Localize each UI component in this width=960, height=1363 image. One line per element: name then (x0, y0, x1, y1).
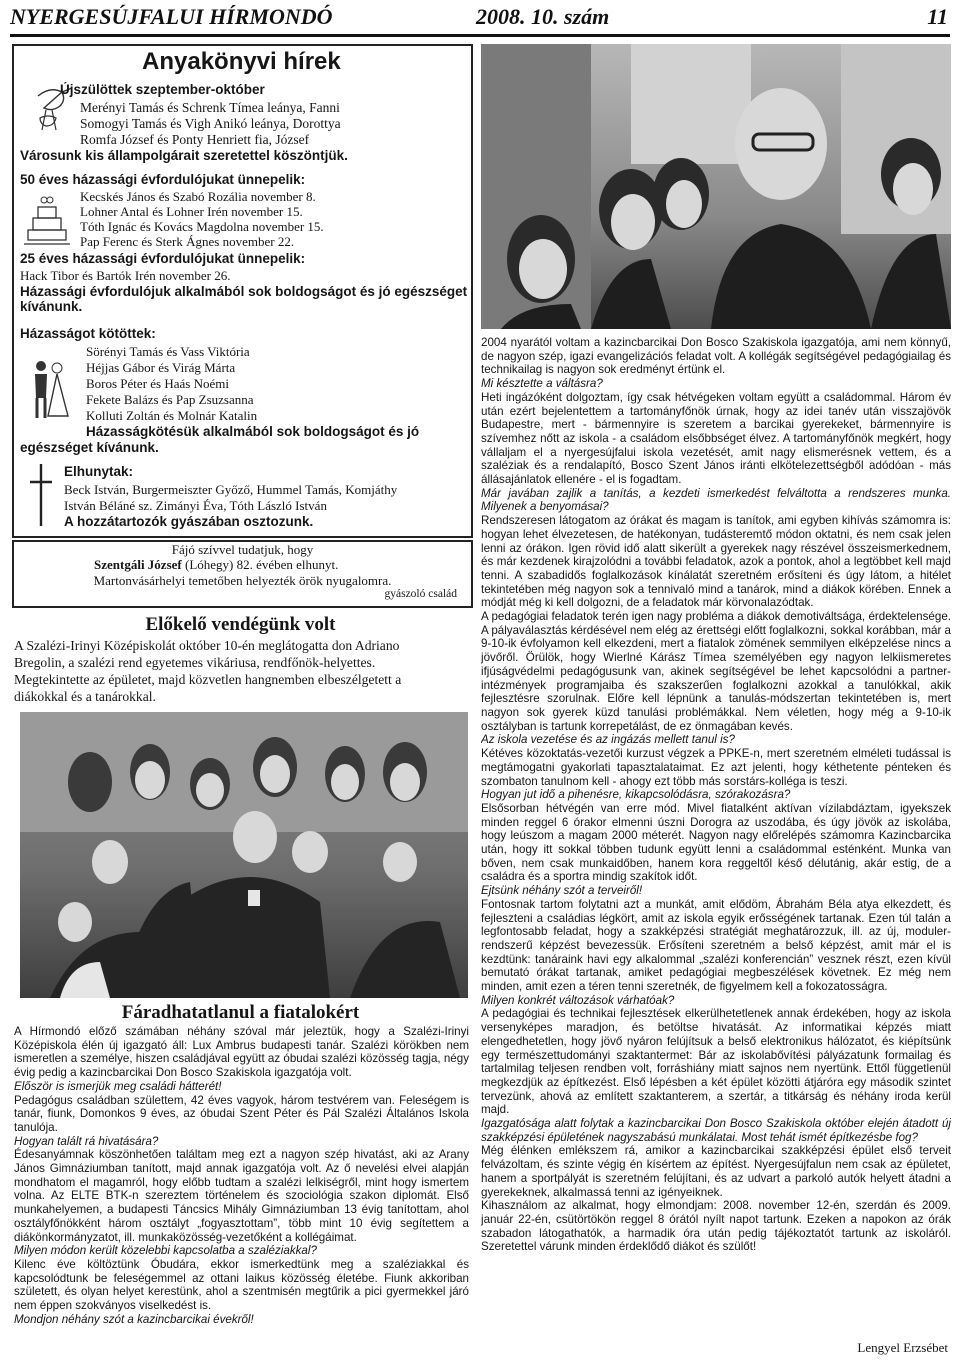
article-right-column (481, 336, 951, 1336)
interview-question: Mondjon néhány szót a kazincbarcikai évekről! (14, 1312, 254, 1326)
anniversary-wish: Házassági évfordulójuk alkalmából sok boldogságot és jó egészséget (20, 284, 468, 299)
obituary-box (12, 540, 473, 608)
obituary-detail: (Lóhegy) 82. évében elhunyt. (184, 557, 339, 572)
married-wish: Házasságkötésük alkalmából sok boldogságot és jó (86, 424, 420, 439)
interview-question: Először is ismerjük meg családi hátterét! (14, 1079, 222, 1093)
interview-paragraph: A pedagógiai és technikai fejlesztések elkerülhetetlenek annak érdekében, hogy az iskola versenyképes maradjon, és betöltse hivatását. Az informatikai képzés miatt elengedhetetlen, hogy jövő nyáron felújítsuk a belső elektronikus hálózatot, és kiépítsünk egy természettudományi szaktantermet: Bár az iskolabővítési pályázatunk formailag és tartalmilag teljesen rendben volt, forráshiány miatt sajnos nem nyertünk. Ettől függetlenül megkezdjük az építkezést. Első lépésben a két épület közötti átjáróra egy második szintet tervezünk, ahová az említett szaktanterem, a szertár, a titkárság és néhány iroda kerül majd. (481, 1007, 951, 1117)
list-item: Sörényi Tamás és Vass Viktória (86, 344, 250, 359)
guest-line: Megtekintette az épületet, majd közvetlen hangnemben elbeszélgetett a (14, 672, 402, 687)
page-header (10, 4, 950, 37)
list-item: Hack Tibor és Bartók Irén november 26. (20, 268, 231, 283)
interview-paragraph: Kihasználom az alkalmat, hogy elmondjam: 2008. november 12-én, szerdán és 2009. január 22-én, csütörtökön reggel 8 órától nyílt napot tartunk. Ezeken a napokon az órák szabadon látogathatók, a harmadik óra után pedig tájékoztatót tartunk az iskoláról. Szeretettel várunk minden érdeklődő diákot és szülőt! (481, 1199, 951, 1254)
interview-question: Ejtsünk néhány szót a terveiről! (481, 884, 643, 898)
interview-paragraph: Elsősorban hétvégén van erre mód. Mivel fiatalként aktívan vízilabdáztam, igyekszek minden reggel 6 órakor elmenni úszni Dorogra az uszodába, és úgy jövök az iskolába, hogy leúszom a magam 2000 méterét. Nagyon nagy előrelépés számomra Kazincbarcika után, hogy itt sokkal többen tudunk együtt lenni a családommal esténként. Munka van bőven, nem csak munkaidőben, hanem kora reggeltől késő délutánig, akár estig, de a családra és a sportra mindig szakítok időt. (481, 801, 951, 884)
married-heading: Házasságot kötöttek: (20, 326, 156, 341)
interview-question: Hogyan talált rá hivatására? (14, 1134, 159, 1148)
obituary-burial: Martonvásárhelyi temetőben helyezték örök nyugalomra. (93, 573, 392, 588)
guest-line: Bregolin, a szalézi rend egyetemes vikáriusa, rendfőnök-helyettes. (14, 655, 376, 670)
list-item: Tóth Ignác és Kovács Magdolna november 15. (80, 219, 324, 234)
list-item: Boros Péter és Haás Noémi (86, 376, 229, 391)
issue-number: 2008. 10. szám (476, 4, 610, 29)
anniversary-25-heading: 25 éves házassági évfordulójukat ünnepelik: (20, 251, 306, 266)
interview-paragraph: A pedagógiai feladatok terén igen nagy probléma a diákok demotiváltsága, érdektelensége. A pályaválasztás kérdésével nem elég az érettségi előtt foglalkozni, sokkal korábban, már a 9-10-ik évfolyamon kell elkezdeni, mert a fiatalok zömének semmilyen elképzelése nincs a jövőről. Örülök, hogy Wierlné Kárász Tímea személyében egy nagyon lelkiismeretes ifjúságvédelmi pedagógusunk van, akinek segítségével be lehet kapcsolódni a partner-intézmények programjaiba és szakszerűen foglalkozni azokkal a tanulókkal, akik fejlesztésre szorulnak. Előre kell lépnünk a tanulás-módszertan tekintetében is, mert nagyon sok gyerek küzd tanulási problémákkal. Nem véletlen, hogy még a 9-10-ik osztályban is tartunk korrepetálást, de ez önmagában kevés. (481, 610, 951, 733)
interview-paragraph: Kilenc éve költöztünk Óbudára, ekkor ismerkedtünk meg a szaléziakkal és kapcsolódtunk be feleségemmel az ottani laikus közösség életébe. Fiunk akkoriban született, és olyan helyet kerestünk, ahol a szentmisén megtűrik a pici gyermekkel járó nem éppen szokványos viselkedést is. (14, 1257, 469, 1313)
article-title: Fáradhatatlanul a fiatalokért (121, 1002, 360, 1023)
list-item: István Béláné sz. Zimányi Éva, Tóth László István (64, 498, 327, 513)
obituary-intro: Fájó szívvel tudatjuk, hogy (171, 542, 314, 557)
registry-box (12, 44, 473, 538)
group-photo (20, 712, 468, 998)
newborn-greeting: Városunk kis állampolgárait szeretettel köszöntjük. (20, 148, 348, 163)
interview-paragraph: Rendszeresen látogatom az órákat és magam is tanítok, ami egyben kihívás számomra is: hogyan lehet élvezetesen, de hatékonyan, tudásteremtő módon oktatni, és nem csak jelen lenni az órákon. Igen rövid idő alatt sikerült a gyerekek nagy részével összeismerkednem, és már kezdenek kirajzolódni a további feladatok, azok a pontok, ahol a legtöbbet kell majd tenni. A szabadidős foglalkozások kínálatát szeretném erősíteni és úgy látom, a hitélet tekintetében még nagyon sok a tennivaló mind a tanárok, mind a diákok körében. Ennek a módját még ki kell dolgozni, de a feladatok már körvonalazódtak. (481, 514, 951, 610)
interview-paragraph: A Hírmondó előző számában néhány szóval már jeleztük, hogy a Szalézi-Irinyi Középiskola élén új igazgató áll: Lux Ambrus budapesti tanár. Szalézi körökben nem ismeretlen a személye, hiszen családjával együtt az óbudai szalézi közösség tagja, négy évig pedig a kazincbarcikai Don Bosco Szakiskola igazgatója volt. (14, 1025, 469, 1080)
anniversary-wish-end: kívánunk. (20, 299, 83, 314)
newspaper-title: NYERGESÚJFALUI HÍRMONDÓ (10, 4, 333, 29)
interview-paragraph: Még élénken emlékszem rá, amikor a kazincbarcikai szakképzési épület első terveit felvázoltam, és szinte végig én kísértem az építést. Nyergesújfalun nem csak az épületet, hanem a sportpályát is szeretném felújítani, és az udvart a parkoló autók helyett átadni a gyerekeknek, alkalmassá tenni az igényeiknek. (481, 1144, 951, 1199)
interview-photo (481, 44, 951, 329)
page-number: 11 (927, 4, 948, 29)
obituary-signature: gyászoló család (384, 588, 457, 600)
guest-line: diákokkal és a tanárokkal. (14, 689, 156, 704)
wedding-couple-icon (28, 358, 70, 422)
interview-question: Az iskola vezetése és az ingázás mellett tanul is? (481, 733, 735, 747)
obituary-name-line (94, 557, 338, 573)
interview-question: Igazgatósága alatt folytak a kazincbarcikai Don Bosco Szakiskola október elején átadott új szakképzési épületének nagyszabású munkálatai. Most tehát ismét építkezésbe fog? (481, 1117, 951, 1144)
interview-question: Mi késztette a váltásra? (481, 377, 603, 391)
interview-paragraph: 2004 nyarától voltam a kazincbarcikai Don Bosco Szakiskola igazgatója, ami nem könnyű, de nagyon szép, igazi evangelizációs feladat volt. A kollégák segítségével pedagógiailag és technikailag is nagyon sok eredményt értünk el. (481, 336, 951, 377)
condolence-text: A hozzátartozók gyászában osztozunk. (64, 514, 314, 529)
cross-icon (28, 462, 54, 528)
interview-paragraph: Heti ingázóként dolgoztam, így csak hétvégeken voltam együtt a családommal. Három év után ezért bejelentettem a tartományfőnök úrnak, hogy az idei tanév után visszajövök Budapestre, mert - bármennyire is szeretem a barcikai gyerekeket, bármennyire is szívemhez nőtt az iskola - a családom elsőbbséget élvez. A tartományfőnök megkért, hogy vállaljam el a nyergesújfalui iskola vezetését, amit nagy elismerésnek vettem, és a szaléziak és a rendalapító, Bosco Szent János iránti elkötelezettségből adódóan - más állásajánlatok ellenére - el is fogadtam. (481, 390, 951, 487)
list-item: Kecskés János és Szabó Rozália november 8. (80, 189, 316, 204)
list-item: Kolluti Zoltán és Molnár Katalin (86, 408, 258, 423)
wedding-cake-icon (22, 190, 72, 246)
list-item: Pap Ferenc és Sterk Ágnes november 22. (80, 234, 295, 249)
newborn-heading: Újszülöttek szeptember-október (60, 82, 265, 97)
list-item: Romfa József és Ponty Henriett fia, József (80, 132, 310, 147)
interview-question: Már javában zajlik a tanítás, a kezdeti ismerkedést felváltotta a rendszeres munka. Milyenek a benyomásai? (481, 486, 951, 514)
deceased-name: Szentgáli József (94, 557, 182, 572)
deceased-heading: Elhunytak: (64, 464, 134, 479)
interview-question: Milyen konkrét változások várhatóak? (481, 993, 675, 1007)
interview-question: Milyen módon került közelebbi kapcsolatba a szaléziakkal? (14, 1244, 317, 1258)
interview-paragraph: Fontosnak tartom folytatni azt a munkát, amit elődöm, Ábrahám Béla atya elkezdett, és fejleszteni a családias légkört, amit az iskola egyik erősségének tartanak. Ezen túl talán a legfontosabb feladat, hogy a szakképzési stratégiát meghatározzuk, ill. az új, modulerrendszerű képzést bevezessük. Erősíteni szeretném a belső képzést, amit már el is kezdtünk: tanáraink havi egy alkalommal „szalézi konferencián” vesznek részt, ezen kívül bemutató órákat tartanak, amiket pedagógiai megbeszélések követnek. Ez még nem minden, amit ezen a téren tenni szeretnék, de figyelmem kell a fokozatosságra. (481, 897, 951, 994)
list-item: Lohner Antal és Lohner Irén november 15. (80, 204, 303, 219)
anniversary-50-heading: 50 éves házassági évfordulójukat ünnepelik: (20, 172, 306, 187)
interview-paragraph: Pedagógus családban születtem, 42 éves vagyok, három testvérem van. Feleségem is tanár, fiunk, Domonkos 9 éves, az óbudai Szent Péter és Pál Szalézi Általános Iskola tanulója. (14, 1093, 469, 1134)
list-item: Héjjas Gábor és Virág Márta (86, 360, 236, 375)
guest-line: A Szalézi-Irinyi Középiskolát október 10-én meglátogatta don Adriano (14, 638, 400, 653)
interview-paragraph: Édesanyámnak köszönhetően találtam meg ezt a nagyon szép hivatást, aki az Arany János Gimnáziumban tanított, majd annak igazgatója volt. Az ő nevelési elvei alapján mondhatom el magamról, hogy előbb tudtam a szalézi lelkiségről, mint hogy ismertem volna. Az ELTE BTK-n szereztem történelem és szociológia szakon diplomát. Első munkahelyemen, a budapesti Táncsics Mihály Gimnáziumban 13 évig tanítottam, ahol osztályfőnökként három osztályt „fogyasztottam”, több mint 10 évig segítettem a diákönkormányzatot, ill. munkaközösség-vezetőként a kollégáimat. (14, 1148, 469, 1244)
guest-title: Előkelő vendégünk volt (145, 614, 336, 635)
married-wish-end: egészséget kívánunk. (20, 440, 159, 455)
interview-photo-image (481, 44, 951, 329)
list-item: Somogyi Tamás és Vigh Anikó leánya, Dorottya (80, 116, 341, 131)
list-item: Beck István, Burgermeiszter Győző, Hummel Tamás, Komjáthy (64, 482, 398, 497)
group-photo-image (20, 712, 468, 998)
article-left-column (14, 1025, 469, 1357)
registry-title: Anyakönyvi hírek (142, 48, 341, 75)
interview-question: Hogyan jut idő a pihenésre, kikapcsolódásra, szórakozásra? (481, 788, 791, 802)
list-item: Merényi Tamás és Schrenk Tímea leánya, Fanni (80, 100, 340, 115)
list-item: Fekete Balázs és Pap Zsuzsanna (86, 392, 254, 407)
article-author: Lengyel Erzsébet (857, 1340, 948, 1355)
interview-paragraph: Kétéves közoktatás-vezetői kurzust végzek a PPKE-n, mert szeretném elméleti tudással is megtámogatni gyakorlati tapasztalataimat. Ez azt jelenti, hogy kéthetente pénteken és szombaton tanulnom kell - ahogy ezt több más sorstárs-kolléga is teszi. (481, 747, 951, 788)
